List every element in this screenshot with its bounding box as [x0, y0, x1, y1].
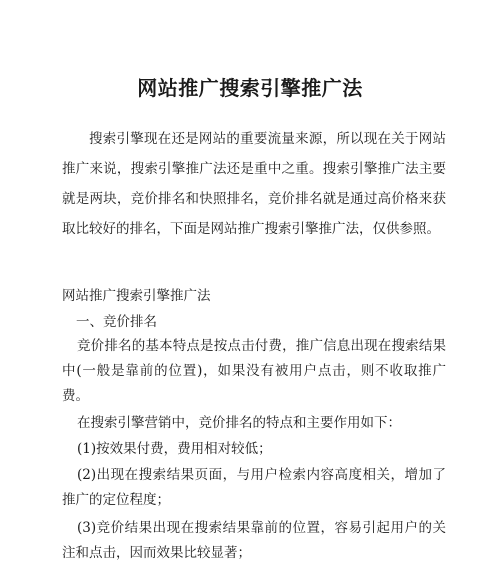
body-paragraph: 在搜索引擎营销中，竞价排名的特点和主要作用如下： [77, 415, 401, 431]
list-item: (1)按效果付费，费用相对较低； [77, 441, 272, 457]
list-item: (3)竞价结果出现在搜索结果靠前的位置，容易引起用户的关注和点击，因而效果比较显著； [62, 520, 446, 561]
list-item: (2)出现在搜索结果页面，与用户检索内容高度相关，增加了推广的定位程度； [62, 467, 446, 508]
sub-heading: 一、竞价排名 [76, 314, 157, 330]
intro-paragraph: 搜索引擎现在还是网站的重要流量来源，所以现在关于网站推广来说，搜索引擎推广法还是重中之重。搜索引擎推广法主要就是两块，竞价排名和快照排名，竞价排名就是通过高价格来获取比较好的排名，下面是网站推广搜索引擎推广法，仅供参照。 [62, 131, 446, 237]
body-paragraph: 竞价排名的基本特点是按点击付费，推广信息出现在搜索结果中(一般是靠前的位置)，如果没有被用户点击，则不收取推广费。 [62, 338, 446, 404]
document-title: 网站推广搜索引擎推广法 [137, 76, 363, 100]
section-heading: 网站推广搜索引擎推广法 [62, 288, 211, 304]
